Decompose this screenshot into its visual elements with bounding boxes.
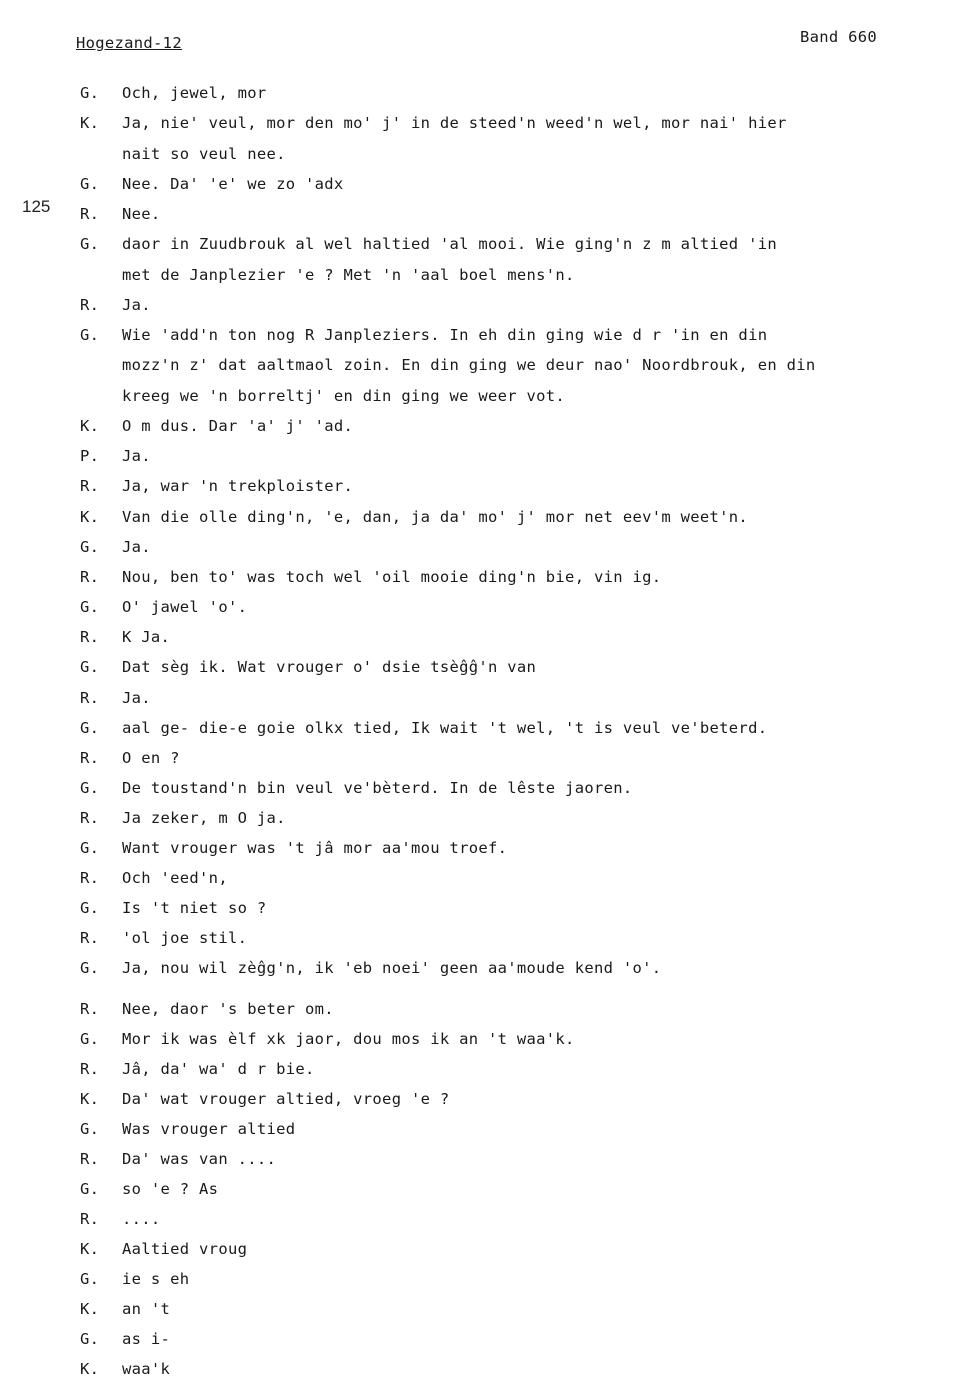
speaker-label: R. (80, 205, 100, 223)
utterance-text: Van die olle ding'n, 'e, dan, ja da' mo' j' mor net eev'm weet'n. (122, 508, 749, 526)
speaker-label: G. (80, 326, 100, 344)
utterance-text: O m dus. Dar 'a' j' 'ad. (122, 417, 354, 435)
utterance-text: Nee. Da' 'e' we zo 'adx (122, 175, 344, 193)
utterance-text: aal ge- die-e goie olkx tied, Ik wait 't wel, 't is veul ve'beterd. (122, 719, 768, 737)
utterance-text: .... (122, 1210, 161, 1228)
speaker-label: G. (80, 1030, 100, 1048)
utterance-text: Want vrouger was 't jâ mor aa'mou troef. (122, 839, 508, 857)
utterance-text: mozz'n z' dat aaltmaol zoin. En din ging we deur nao' Noordbrouk, en din (122, 356, 816, 374)
speaker-label: G. (80, 899, 100, 917)
speaker-label: G. (80, 719, 100, 737)
speaker-label: K. (80, 114, 100, 132)
utterance-text: De toustand'n bin veul ve'bèterd. In de lêste jaoren. (122, 779, 633, 797)
speaker-label: G. (80, 658, 100, 676)
speaker-label: G. (80, 959, 100, 977)
page-header-band: Band 660 (800, 28, 878, 46)
speaker-label: K. (80, 508, 100, 526)
utterance-text: Da' was van .... (122, 1150, 277, 1168)
speaker-label: G. (80, 84, 100, 102)
speaker-label: R. (80, 809, 100, 827)
utterance-text: K Ja. (122, 628, 171, 646)
utterance-text: Och, jewel, mor (122, 84, 267, 102)
utterance-text: Jâ, da' wa' d r bie. (122, 1060, 315, 1078)
speaker-label: P. (80, 447, 100, 465)
speaker-label: R. (80, 689, 100, 707)
speaker-label: R. (80, 1150, 100, 1168)
utterance-text: Ja zeker, m O ja. (122, 809, 286, 827)
utterance-text: daor in Zuudbrouk al wel haltied 'al mooi. Wie ging'n z m altied 'in (122, 235, 777, 253)
utterance-text: O en ? (122, 749, 180, 767)
speaker-label: R. (80, 568, 100, 586)
utterance-text: Da' wat vrouger altied, vroeg 'e ? (122, 1090, 450, 1108)
utterance-text: an 't (122, 1300, 171, 1318)
utterance-text: Nee. (122, 205, 161, 223)
utterance-text: as i- (122, 1330, 171, 1348)
speaker-label: K. (80, 1300, 100, 1318)
speaker-label: G. (80, 538, 100, 556)
speaker-label: G. (80, 175, 100, 193)
speaker-label: G. (80, 1120, 100, 1138)
utterance-text: Is 't niet so ? (122, 899, 267, 917)
utterance-text: Mor ik was èlf xk jaor, dou mos ik an 't waa'k. (122, 1030, 575, 1048)
speaker-label: K. (80, 417, 100, 435)
utterance-text: Nou, ben to' was toch wel 'oil mooie ding'n bie, vin ig. (122, 568, 662, 586)
speaker-label: G. (80, 1330, 100, 1348)
speaker-label: K. (80, 1090, 100, 1108)
utterance-text: Och 'eed'n, (122, 869, 228, 887)
speaker-label: K. (80, 1360, 100, 1378)
speaker-label: G. (80, 779, 100, 797)
speaker-label: R. (80, 749, 100, 767)
speaker-label: R. (80, 1060, 100, 1078)
utterance-text: ie s eh (122, 1270, 190, 1288)
speaker-label: R. (80, 628, 100, 646)
margin-number: 125 (22, 197, 51, 216)
utterance-text: Wie 'add'n ton nog R Janpleziers. In eh din ging wie d r 'in en din (122, 326, 768, 344)
utterance-text: Ja, war 'n trekploister. (122, 477, 354, 495)
speaker-label: R. (80, 1210, 100, 1228)
speaker-label: R. (80, 477, 100, 495)
utterance-text: 'ol joe stil. (122, 929, 248, 947)
utterance-text: Ja, nie' veul, mor den mo' j' in de steed'n weed'n wel, mor nai' hier (122, 114, 787, 132)
utterance-text: Nee, daor 's beter om. (122, 1000, 334, 1018)
utterance-text: kreeg we 'n borreltj' en din ging we weer vot. (122, 387, 566, 405)
speaker-label: G. (80, 1270, 100, 1288)
speaker-label: G. (80, 1180, 100, 1198)
speaker-label: K. (80, 1240, 100, 1258)
utterance-text: Ja. (122, 538, 151, 556)
utterance-text: Dat sèg ik. Wat vrouger o' dsie tsèĝĝ'n van (122, 658, 537, 676)
utterance-text: Was vrouger altied (122, 1120, 296, 1138)
speaker-label: R. (80, 929, 100, 947)
speaker-label: R. (80, 296, 100, 314)
utterance-text: Ja. (122, 689, 151, 707)
speaker-label: G. (80, 235, 100, 253)
page-header-title: Hogezand-12 (76, 34, 182, 52)
utterance-text: Ja, nou wil zèĝg'n, ik 'eb noei' geen aa'moude kend 'o'. (122, 959, 662, 977)
utterance-text: Ja. (122, 447, 151, 465)
speaker-label: G. (80, 598, 100, 616)
utterance-text: Ja. (122, 296, 151, 314)
utterance-text: so 'e ? As (122, 1180, 219, 1198)
utterance-text: met de Janplezier 'e ? Met 'n 'aal boel mens'n. (122, 266, 575, 284)
utterance-text: waa'k (122, 1360, 171, 1378)
utterance-text: nait so veul nee. (122, 145, 286, 163)
utterance-text: O' jawel 'o'. (122, 598, 248, 616)
speaker-label: R. (80, 1000, 100, 1018)
speaker-label: G. (80, 839, 100, 857)
speaker-label: R. (80, 869, 100, 887)
utterance-text: Aaltied vroug (122, 1240, 248, 1258)
